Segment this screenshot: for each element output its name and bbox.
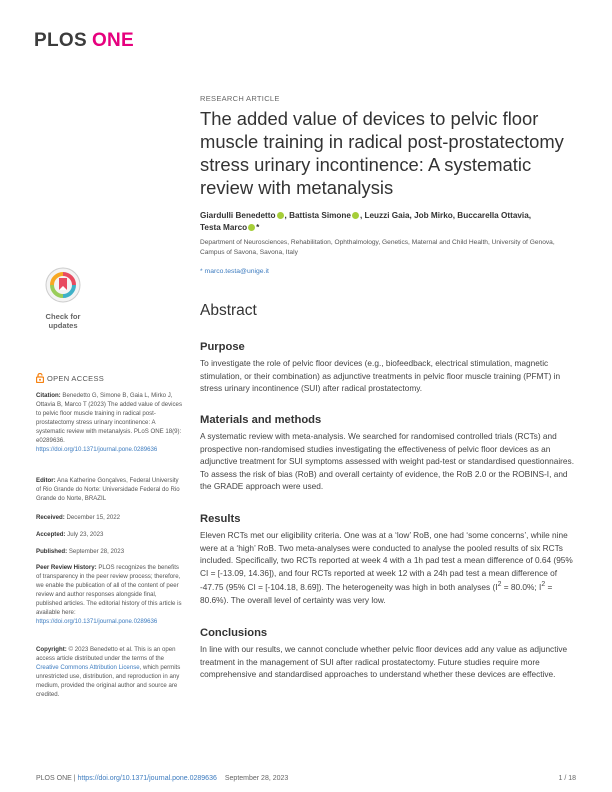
journal-logo-one: ONE — [91, 30, 135, 51]
check-updates-icon — [34, 265, 92, 307]
footer-date: September 28, 2023 — [224, 775, 289, 782]
results-text: Eleven RCTs met our eligibility criteria. One was at a ‘low’ RoB, one had ‘some concerns’, while nine were at a ‘high’ RoB. Two meta-analyses were conducted to analyse the pooled results of six RCTs included. Specifically, two RCTs reported at week 4 with a 1h pad test a mean difference of 0.64 (95% CI = [-13.09, 14.36]), and four RCTs reported at week 12 with a 24h pad test a mean difference of -47.75 (95% CI = [-104.18, 8.69]). The heterogeneity was high in both analyses ($I^2 = 80.0\%$; $I^2 = 80.6\%$). The overall level of certainty was very low. — [200, 530, 573, 605]
editor-block — [36, 476, 184, 503]
peer-review-text: PLOS recognizes the benefits of transparency in the peer review process; therefore, we enable the publication of all of the content of peer review and author responses alongside final, published articles. The editorial history of this article is available here: — [36, 564, 182, 616]
methods-text: A systematic review with meta-analysis. We searched for randomised controlled trials (RCTs) and prospective non-randomised studies investigating the effectiveness of pelvic floor devices as an adjunctive treatment for SUI symptoms assessed with weight pad-test or standardised questionnaires. To assess the risk of bias (RoB) and overall certainty of evidence, the RoB 2.0 or the ROBINS-I, and the GRADE approach were used. — [200, 431, 575, 492]
conclusions-text: In line with our results, we cannot conclude whether pelvic floor devices add any value as adjunctive treatment in the management of SUI after radical prostatectomy. Future studies require more comprehensive and standardised approaches to understand whether these devices are effective. — [200, 644, 568, 680]
journal-logo — [34, 30, 134, 52]
author-list: Giardulli Benedetto , Battista Simone , Leuzzi Gaia, Job Mirko, Buccarella Ottavia, Testa Marco * — [200, 211, 532, 232]
check-updates-line2: updates — [48, 321, 78, 330]
corresponding-email-link[interactable]: * marco.testa@unige.it — [200, 268, 269, 275]
license-link[interactable]: Creative Commons Attribution License — [36, 664, 140, 671]
open-access-label — [36, 373, 104, 383]
peer-review-block — [36, 563, 184, 626]
footer-doi-link[interactable]: https://doi.org/10.1371/journal.pone.0289636 — [77, 775, 217, 782]
orcid-icon[interactable] — [248, 224, 255, 231]
copyright-block: Copyright: © 2023 Benedetto et al. This is an open access article distributed under the terms of the Creative Commons Attribution License, which permits unrestricted use, distribution, and reproduction in any medium, provided the original author and source are credited. — [36, 646, 181, 698]
journal-logo-plos: PLOS — [34, 30, 87, 51]
copyright-label: Copyright: — [36, 646, 67, 653]
article-title: The added value of devices to pelvic floor muscle training in radical post-prostatectomy stress urinary incontinence: A systematic review with metanalysis — [200, 108, 564, 198]
citation-block — [36, 391, 184, 454]
received-date: Received: December 15, 2022 — [36, 514, 121, 521]
page-number: 1 / 18 — [558, 775, 576, 782]
citation-doi-link[interactable]: https://doi.org/10.1371/journal.pone.0289636 — [36, 446, 158, 453]
results-heading: Results — [200, 513, 241, 525]
open-access-text: OPEN ACCESS — [47, 373, 105, 383]
conclusions-heading: Conclusions — [200, 627, 268, 639]
article-type: RESEARCH ARTICLE — [200, 94, 280, 103]
affiliation: Department of Neurosciences, Rehabilitation, Ophthalmology, Genetics, Maternal and Child Health, University of Genova, Campus of Savona, Savona, Italy — [200, 239, 555, 256]
footer-journal: PLOS ONE — [36, 775, 72, 782]
editor-text: Ana Katherine Gonçalves, Federal University of Rio Grande do Norte: Universidade Federal do Rio Grande do Norte, BRAZIL — [36, 477, 180, 502]
published-date: Published: September 28, 2023 — [36, 548, 125, 555]
check-for-updates-badge[interactable] — [34, 265, 92, 330]
purpose-heading: Purpose — [200, 341, 245, 353]
orcid-icon[interactable] — [352, 212, 359, 219]
purpose-text: To investigate the role of pelvic floor devices (e.g., biofeedback, electrical stimulation, magnetic stimulation, or their combination) as adjunctive treatments in pelvic floor muscle training (PFMT) in stress urinary incontinence (SUI) after radical prostatectomy. — [200, 358, 561, 394]
citation-label: Citation: — [36, 392, 61, 399]
peer-review-doi-link[interactable]: https://doi.org/10.1371/journal.pone.0289636 — [36, 618, 158, 625]
citation-text: Benedetto G, Simone B, Gaia L, Mirko J, Ottavia B, Marco T (2023) The added value of devices to pelvic floor muscle training in radical post-prostatectomy stress urinary incontinence: A systematic review with metanalysis. PLoS ONE 18(9): e0289636. — [36, 392, 182, 444]
editor-label: Editor: — [36, 477, 56, 484]
page-footer: PLOS ONE | https://doi.org/10.1371/journal.pone.0289636 September 28, 2023 1 / 18 — [36, 775, 576, 782]
peer-review-label: Peer Review History: — [36, 564, 97, 571]
open-lock-icon — [36, 373, 44, 383]
abstract-heading: Abstract — [200, 302, 257, 319]
check-updates-line1: Check for — [45, 312, 81, 321]
orcid-icon[interactable] — [277, 212, 284, 219]
methods-heading: Materials and methods — [200, 414, 322, 426]
accepted-date: Accepted: July 23, 2023 — [36, 531, 104, 538]
